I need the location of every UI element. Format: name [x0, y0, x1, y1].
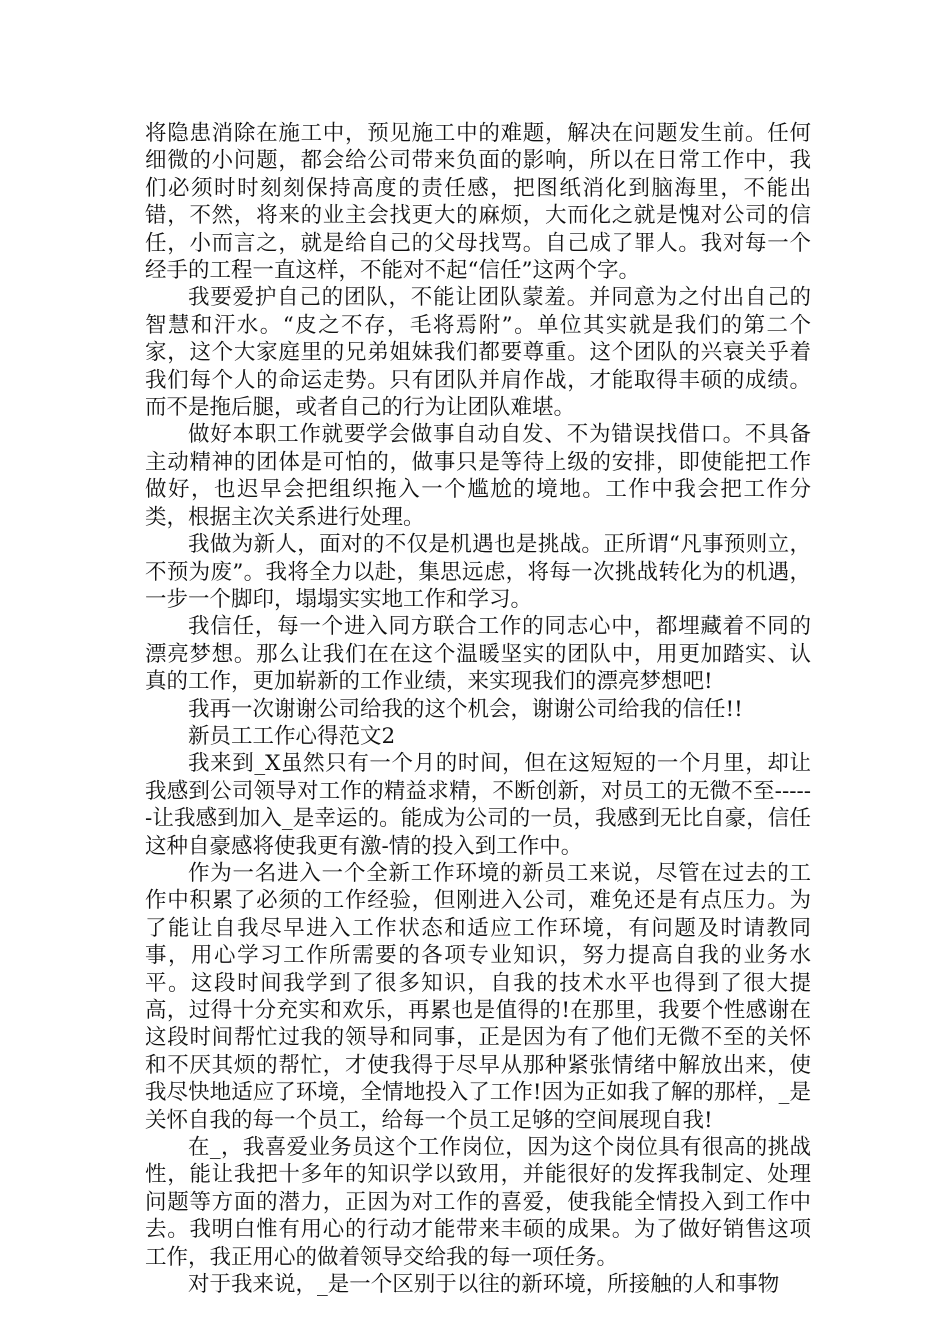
paragraph-1: 将隐患消除在施工中，预见施工中的难题，解决在问题发生前。任何细微的小问题，都会给公司带来负面的影响，所以在日常工作中，我们必须时时刻刻保持高度的责任感，把图纸消化到脑海里，不能出错，不然，将来的业主会找更大的麻烦，大而化之就是愧对公司的信任，小而言之，就是给自己的父母找骂。自己成了罪人。我对每一个经手的工程一直这样，不能对不起“信任”这两个字。: [145, 121, 811, 284]
paragraph-2: 我要爱护自己的团队，不能让团队蒙羞。并同意为之付出自己的智慧和汗水。“皮之不存，毛将焉附”。单位其实就是我们的第二个家，这个大家庭里的兄弟姐妹我们都要尊重。这个团队的兴衰关乎着我们每个人的命运走势。只有团队并肩作战，才能取得丰硕的成绩。而不是拖后腿，或者自己的行为让团队难堪。: [145, 285, 811, 421]
paragraph-5: 我信任，每一个进入同方联合工作的同志心中，都埋藏着不同的漂亮梦想。那么让我们在在这个温暖坚实的团队中，用更加踏实、认真的工作，更加崭新的工作业绩，来实现我们的漂亮梦想吧!: [145, 614, 811, 695]
paragraph-9: 在_，我喜爱业务员这个工作岗位，因为这个岗位具有很高的挑战性，能让我把十多年的知识学以致用，并能很好的发挥我制定、处理问题等方面的潜力，正因为对工作的喜爱，使我能全情投入到工作中去。我明白惟有用心的行动才能带来丰硕的成果。为了做好销售这项工作，我正用心的做着领导交给我的每一项任务。: [145, 1135, 811, 1270]
paragraph-6: 我再一次谢谢公司给我的这个机会，谢谢公司给我的信任!!: [188, 696, 743, 722]
document-body: [145, 120, 811, 1298]
paragraph-3: 做好本职工作就要学会做事自动自发、不为错误找借口。不具备主动精神的团体是可怕的，做事只是等待上级的安排，即使能把工作做好，也迟早会把组织拖入一个尴尬的境地。工作中我会把工作分类，根据主次关系进行处理。: [145, 422, 811, 530]
paragraph-10: 对于我来说，_是一个区别于以往的新环境，所接触的人和事物: [188, 1272, 780, 1298]
paragraph-8: 作为一名进入一个全新工作环境的新员工来说，尽管在过去的工作中积累了必须的工作经验，但刚进入公司，难免还是有点压力。为了能让自我尽早进入工作状态和适应工作环境，有问题及时请教同事，用心学习工作所需要的各项专业知识，努力提高自我的业务水平。这段时间我学到了很多知识，自我的技术水平也得到了很大提高，过得十分充实和欢乐，再累也是值得的!在那里，我要个性感谢在这段时间帮忙过我的领导和同事，正是因为有了他们无微不至的关怀和不厌其烦的帮忙，才使我得于尽早从那种紧张情绪中解放出来，使我尽快地适应了环境，全情地投入了工作!因为正如我了解的那样，_是关怀自我的每一个员工，给每一个员工足够的空间展现自我!: [145, 860, 811, 1133]
paragraph-7: 我来到_X虽然只有一个月的时间，但在这短短的一个月里，却让我感到公司领导对工作的精益求精，不断创新，对员工的无微不至------让我感到加入_是幸运的。能成为公司的一员，我感到无比自豪，信任这种自豪感将使我更有激-情的投入到工作中。: [145, 751, 811, 859]
section-heading: 新员工工作心得范文2: [188, 723, 396, 749]
paragraph-4: 我做为新人，面对的不仅是机遇也是挑战。正所谓“凡事预则立，不预为废”。我将全力以赴，集思远虑，将每一次挑战转化为的机遇，一步一个脚印，塌塌实实地工作和学习。: [145, 532, 811, 612]
